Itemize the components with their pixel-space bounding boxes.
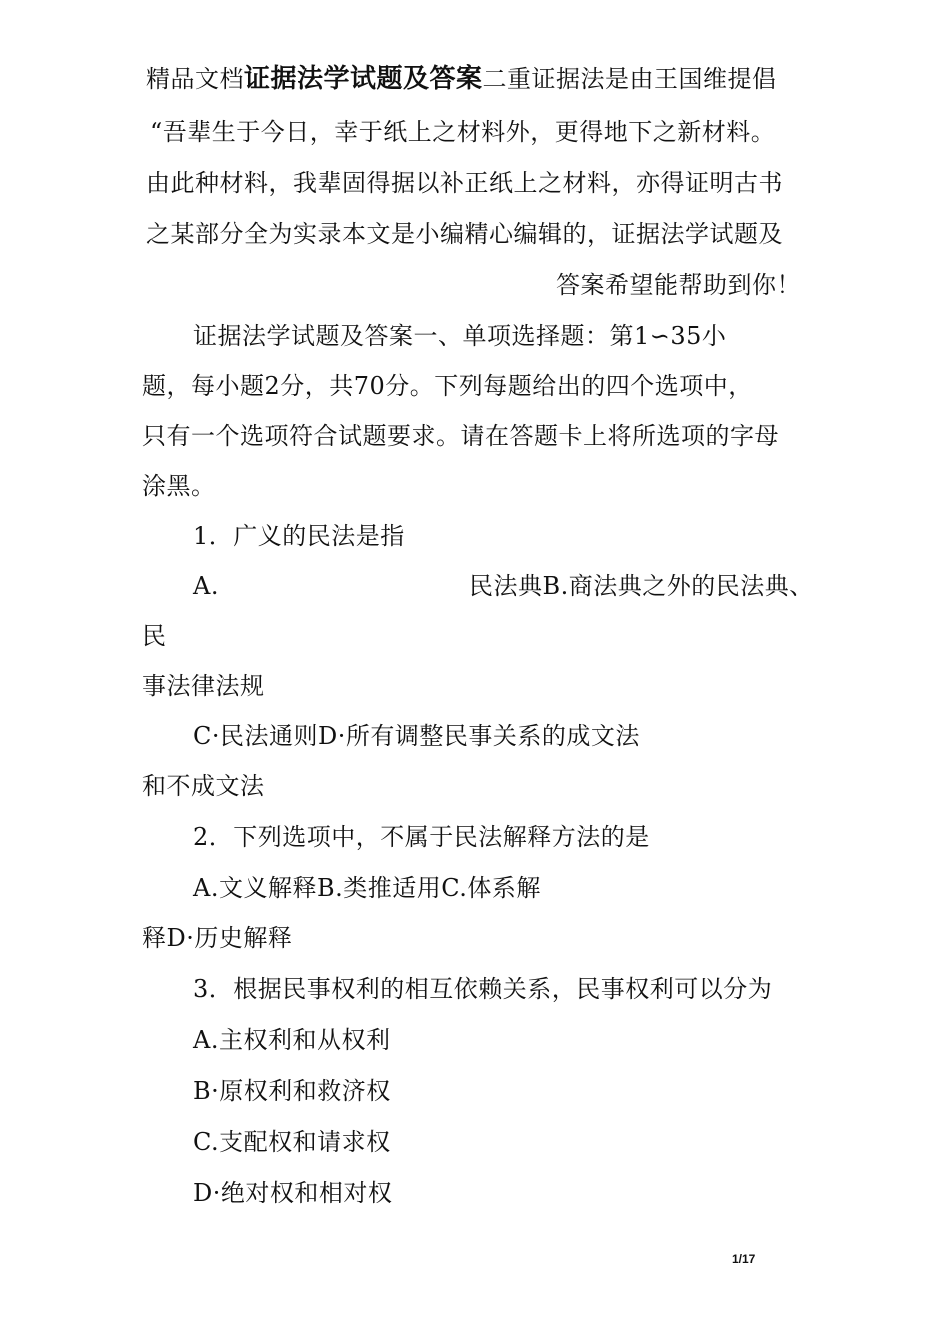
question-2: 2．下列选项中，不属于民法解释方法的是 (193, 823, 650, 851)
q1-wrap-3: 和不成文法 (142, 772, 265, 800)
q2-options-abc: A.文义解释B.类推适用C.体系解 (193, 874, 541, 902)
instructions-line-1: 证据法学试题及答案一、单项选择题：第1∽35小 (193, 322, 727, 350)
instructions-line-2: 题，每小题2分，共70分。下列每题给出的四个选项中， (142, 372, 753, 400)
q3-option-b: B·原权利和救济权 (193, 1077, 391, 1105)
q1-options-cd: C·民法通则D·所有调整民事关系的成文法 (193, 722, 640, 750)
page-number: 1/17 (732, 1252, 756, 1266)
q3-option-d: D·绝对权和相对权 (193, 1179, 393, 1207)
question-1: 1．广义的民法是指 (193, 522, 405, 550)
instructions-line-3: 只有一个选项符合试题要求。请在答题卡上将所选项的字母 (142, 422, 779, 450)
header-rest: 二重证据法是由王国维提倡 (482, 65, 777, 93)
header-line (146, 62, 777, 96)
intro-line-4: 答案希望能帮助到你！ (556, 271, 801, 299)
intro-line-2: 由此种材料，我辈固得据以补正纸上之材料，亦得证明古书 (146, 169, 783, 197)
header-prefix: 精品文档 (146, 65, 244, 93)
instructions-line-4: 涂黑。 (142, 472, 216, 500)
question-3: 3．根据民事权利的相互依赖关系，民事权利可以分为 (193, 975, 773, 1003)
q3-option-a: A.主权利和从权利 (193, 1026, 391, 1054)
q3-option-c: C.支配权和请求权 (193, 1128, 391, 1156)
q1-option-a-rest: 民法典B.商法典之外的民法典、 (469, 572, 814, 600)
document-title: 证据法学试题及答案 (244, 64, 483, 94)
intro-line-3: 之某部分全为实录本文是小编精心编辑的，证据法学试题及 (146, 220, 783, 248)
q1-wrap-1: 民 (142, 622, 167, 650)
q2-option-d: 释D·历史解释 (142, 924, 293, 952)
q1-wrap-2: 事法律法规 (142, 672, 265, 700)
intro-line-1: “吾辈生于今日，幸于纸上之材料外，更得地下之新材料。 (150, 118, 776, 146)
q1-option-a-label: A. (193, 572, 219, 600)
